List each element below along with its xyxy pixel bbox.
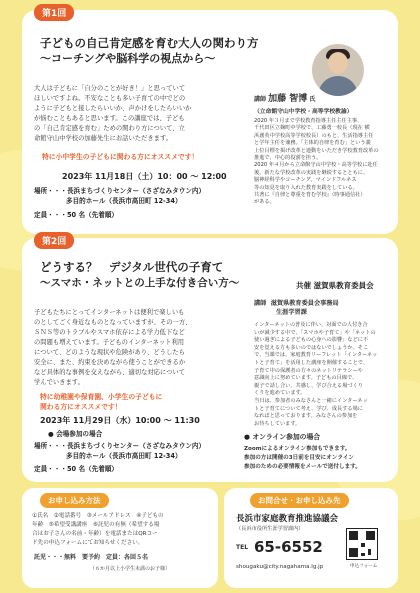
session1-subtitle: ～コーチングや脳科学の視点から～ <box>40 52 216 65</box>
phone-label: TEL <box>236 544 249 551</box>
session1-lecturer-affiliation: （立命館守山中学校・高等学校教諭） <box>254 109 353 115</box>
session2-lecturer-profile: インターネットの普及に伴い、対面での人付き合 いが減少する中で、「スマホや子育て」や「ネットの 使い過ぎによる子どもの心身への影響」などに不 安を覚える方も多いのではないでしょうか。そこ で、当課では、家庭教育リーフレット「インターネッ トと子育て」を活用した講座を開催することで、 子育て中の保護者の方々のネットリテラシーや 意識向上に努めています。子どもの目線で、 親子で話し合い、共感し、学び合える場づくり くりを進めています。 当日は、参加者のみなさんと一緒にインターネッ トと子育てについて考え、学び、成長する場に なればと思っております。みなさんの参加を お待ちしています。 <box>254 322 378 427</box>
session1-badge: 第1回 <box>34 4 74 21</box>
session1-capacity: 定員・・・50 名（先着順） <box>34 211 119 219</box>
session2-capacity: 定員・・・50 名（先着順） <box>34 465 119 473</box>
apply-tab: お申し込み方法 <box>40 493 109 508</box>
session2-venue-heading: ● 会場参加の場合 <box>48 430 103 438</box>
apply-childcare-note: （６か月以上小学生未満のお子様） <box>90 566 171 572</box>
session2-recommend: 特に幼稚園や保育園、小学生の子どもに 関わる方にオススメです！ <box>40 393 163 411</box>
lecturer-photo <box>312 44 364 96</box>
session1-venue-detail: 多目的ホール（長浜市高田町 12-34） <box>66 197 182 205</box>
session2-body: 子どもたちにとってインターネットは便利で楽しいも のとしてごく身近なものとなっていますが、その一方、 ＳＮＳ等のトラブルやスマホ依存による学力低下など の問題も増えています。子どものインターネット利用 について、どのような現状や危険があり、どうしたら 安全に、また、約束を決めながら使うことができるか など具体的な事例を交えながら、適切な対応について 学んでいきます。 <box>34 309 192 386</box>
session2-cohost: 共催 滋賀県教育委員会 <box>296 281 374 290</box>
session1-lecturer-profile: 2020 年３月まで学校教育指導主任主任主事、 千代田区立麹町中学校で、工藤勇一校長（現在 横 浜創英中学校高等学校校長）のもと、生活指導主任 と学年主任を兼務。「主体的自律を育む」という義 上位目標を掲げ改革と連動をいただき学校教育改革の 推進で、中心的役割を担う。 2020 年４月から立命館守山中学校・高等学校に赴任 後、新たな学校改革の実践を継続するとともに、 脳神経科学やコーチング、マインドフルネス 等の知見を取り入れた教育実践をしている。 共著に『自律と尊重を育む学校』（時事通信社） がある。 <box>254 118 379 206</box>
session2-title: どうする？ デジタル世代の子育て <box>40 260 224 274</box>
session2-subtitle: ～スマホ・ネットとの上手な付き合い方～ <box>40 277 240 289</box>
session2-lecturer: 講師 滋賀県教育委員会事務局 <box>254 300 339 307</box>
apply-body: ①氏名 ②電話番号 ③メールアドレス ④子どもの 年齢 ⑤希望受講講座 ⑥託児の有無（希望する場 合はお子さんの名前・年齢）を電話またはQRコー ド先の申込フォームにてお知らせください。 <box>32 513 164 546</box>
contact-org-sub: （長浜市役所生涯学習課内） <box>236 526 304 532</box>
contact-tab: お問合せ・お申し込み先 <box>250 493 349 508</box>
contact-org: 長浜市家庭教育推進協議会 <box>236 514 339 524</box>
apply-childcare: 託児・・・無料 要予約 定員：各回５名 <box>34 554 149 561</box>
session2-venue-detail: 多目的ホール（長浜市高田町 12-34） <box>66 452 182 460</box>
session1-date: 2023年 11月18日（土）10：00 ～ 12:00 <box>62 172 227 181</box>
contact-email[interactable]: shougaku@city.nagahama.lg.jp <box>236 564 324 570</box>
session2-venue: 場所・・・長浜まちづくりセンター（さざなみタウン内） <box>34 442 206 450</box>
session2-badge: 第2回 <box>34 232 74 249</box>
session1-title: 子どもの自己肯定感を育む大人の関わり方 <box>40 36 259 50</box>
session1-body: 大人は子どもに「自分のことが好き！」と思っていて ほしいですよね。不安なことも多い子育ての中でどの ように子どもと接したらいいか、声かけをしたらいいか が悩むこともあると思います。この講座では、子ども の「自己肯定感を育む」ための関わり方について、立 命館守山中学校の加藤先生にお話いただきます。 <box>34 85 192 142</box>
session1-recommend: 特に小中学生の子どもに関わる方にオススメです！ <box>42 153 199 161</box>
qr-caption: 申込フォーム <box>350 564 378 569</box>
contact-phone[interactable]: 65-6552 <box>254 538 323 556</box>
qr-code-icon[interactable] <box>346 528 378 560</box>
session1-venue: 場所・・・長浜まちづくりセンター（さざなみタウン内） <box>34 187 206 195</box>
session2-online-heading: ● オンライン参加の場合 <box>244 433 321 441</box>
session1-lecturer-label: 講師 加藤 智博 氏 <box>254 94 316 104</box>
session2-lecturer-dept: 生涯学習課 <box>276 309 307 316</box>
session2-date: 2023年 11月29日（水）10:00 ～ 11:30 <box>40 416 200 425</box>
session2-online-body: Zoomによるオンライン参加もできます。 参加の方は開催の3日前を目安にオンライン 参加のための必要情報をメールで送付します。 <box>244 446 361 470</box>
